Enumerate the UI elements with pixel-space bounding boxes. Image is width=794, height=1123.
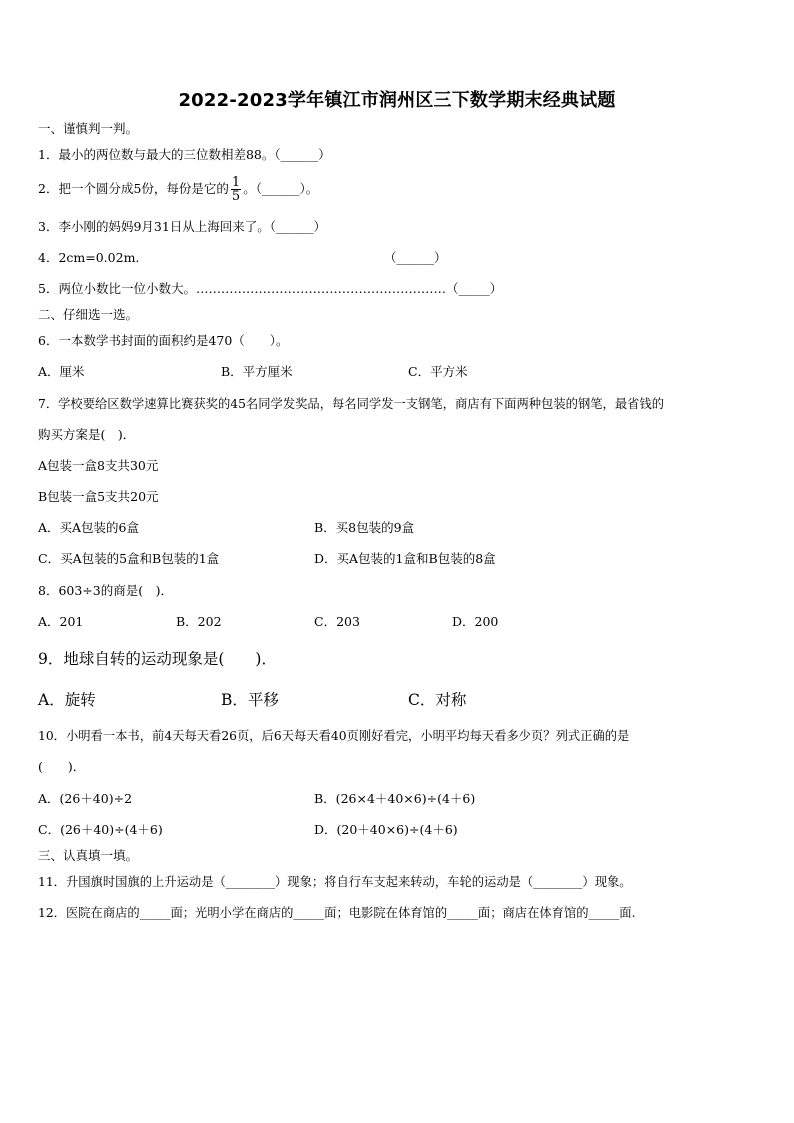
question-10-option-b: B．(26×4＋40×6)÷(4＋6) [314, 791, 476, 806]
question-1: 1．最小的两位数与最大的三位数相差88。（______） [38, 147, 331, 162]
question-3: 3．李小刚的妈妈9月31日从上海回来了。（______） [38, 219, 327, 234]
question-2-answer-blank: 。（______）。 [243, 181, 319, 196]
question-9-option-c: C．对称 [408, 691, 467, 709]
question-7-option-a: A．买A包装的6盒 [38, 520, 140, 535]
question-6-option-b: B．平方厘米 [221, 364, 293, 379]
question-6-option-a: A．厘米 [38, 364, 85, 379]
question-8-option-d: D．200 [452, 614, 499, 629]
question-7-option-b: B．买8包装的9盒 [314, 520, 415, 535]
question-7-package-a: A包装一盒8支共30元 [38, 458, 159, 473]
question-10-line-2: ( )． [38, 759, 86, 774]
question-12: 12．医院在商店的_____面；光明小学在商店的_____面；电影院在体育馆的_____面；商店在体育馆的_____面. [38, 906, 636, 920]
section-heading-1: 一、谨慎判一判。 [38, 121, 139, 136]
question-7-option-c: C．买A包装的5盒和B包装的1盒 [38, 551, 220, 566]
question-2-text: 2．把一个圆分成5份，每份是它的 [38, 181, 229, 196]
question-10-option-d: D．(20＋40×6)÷(4＋6) [314, 822, 458, 837]
page-title: 2022-2023学年镇江市润州区三下数学期末经典试题 [178, 90, 616, 111]
question-8-option-c: C．203 [314, 614, 360, 629]
question-9-option-b: B．平移 [221, 691, 279, 709]
question-8: 8．603÷3的商是( )． [38, 583, 173, 598]
fraction-numerator: 1 [231, 175, 241, 190]
question-2 [38, 174, 318, 206]
question-6: 6．一本数学书封面的面积约是470（ ）。 [38, 333, 289, 348]
question-7-package-b: B包装一盒5支共20元 [38, 489, 159, 504]
question-11: 11．升国旗时国旗的上升运动是（________）现象；将自行车支起来转动，车轮的运动是（________）现象。 [38, 875, 632, 889]
question-8-option-a: A．201 [38, 614, 84, 629]
question-9-option-a: A．旋转 [38, 691, 96, 709]
fraction [231, 176, 241, 203]
question-7-line-1: 7．学校要给区数学速算比赛获奖的45名同学发奖品，每名同学发一支钢笔，商店有下面两种包装的钢笔，最省钱的 [38, 397, 665, 411]
question-10-option-c: C．(26＋40)÷(4＋6) [38, 822, 163, 837]
question-10-line-1: 10．小明看一本书，前4天每天看26页，后6天每天看40页刚好看完，小明平均每天看多少页？列式正确的是 [38, 729, 630, 743]
fraction-denominator: 5 [231, 189, 241, 204]
question-9: 9．地球自转的运动现象是( )． [38, 650, 277, 668]
question-10-option-a: A．(26＋40)÷2 [38, 791, 133, 806]
question-5: 5．两位小数比一位小数大。……………………………………………………（_____） [38, 281, 503, 296]
section-heading-3: 三、认真填一填。 [38, 848, 139, 863]
question-4-answer-blank: （______） [384, 250, 447, 265]
question-8-option-b: B．202 [176, 614, 222, 629]
question-7-line-2: 购买方案是( )． [38, 427, 136, 442]
section-heading-2: 二、仔细选一选。 [38, 307, 139, 322]
question-6-option-c: C．平方米 [408, 364, 468, 379]
question-4-text: 4．2cm=0.02m. [38, 250, 140, 265]
question-7-option-d: D．买A包装的1盒和B包装的8盒 [314, 551, 496, 566]
